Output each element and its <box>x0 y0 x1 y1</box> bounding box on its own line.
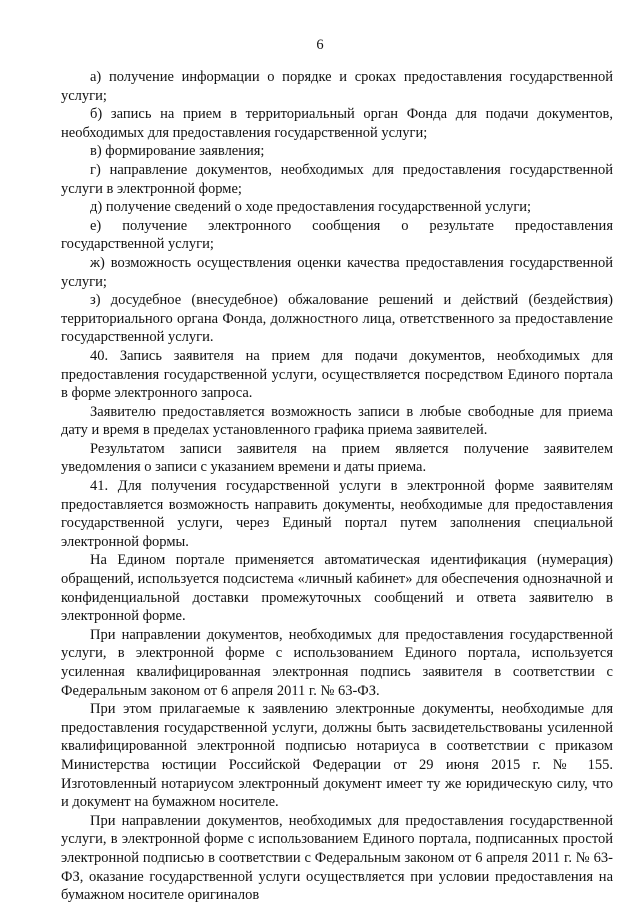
section-41-electronic-form: 41. Для получения государственной услуги в электронной форме заявителям предоставляется возможность направить документы, необходимые для предоставления государственной услуги, через Единый портал путем заполнения специальной электронной формы. <box>61 478 613 550</box>
item-v-application-form: в) формирование заявления; <box>90 143 265 160</box>
simple-signature: При направлении документов, необходимых для предоставления государственной услуги, в электронной форме с использованием Единого портала, подписанных простой электронной подписью в соответствии с Федеральным законом от 6 апреля 2011 г. № 63-ФЗ, оказание государственной услуги осуществляется при условии предоставления на бумажном носителе оригиналов <box>61 812 613 904</box>
item-zh-quality-evaluation: ж) возможность осуществления оценки качества предоставления государственной услуги; <box>61 254 613 290</box>
item-g-document-submission: г) направление документов, необходимых для предоставления государственной услуги в электронной форме; <box>61 161 613 197</box>
document-body <box>61 68 613 905</box>
item-a-info-procedure: а) получение информации о порядке и сроках предоставления государственной услуги; <box>61 69 613 104</box>
notary-signature: При этом прилагаемые к заявлению электронные документы, необходимые для предоставления государственной услуги, должны быть засвидетельствованы усиленной квалифицированной электронной подписью нотариуса в соответствии с приказом Министерства юстиции Российской Федерации от 29 июня 2015 г. № 155. Изготовленный нотариусом электронный документ имеет ту же юридическую силу, что и документ на бумажном носителе. <box>61 701 613 811</box>
item-z-appeal: з) досудебное (внесудебное) обжалование решений и действий (бездействия) территориального органа Фонда, должностного лица, ответственного за предоставление государственной услуги. <box>61 292 613 346</box>
appointment-result: Результатом записи заявителя на прием является получение заявителем уведомления о записи с указанием времени и даты приема. <box>61 440 613 476</box>
item-d-status-info: д) получение сведений о ходе предоставления государственной услуги; <box>90 199 532 216</box>
item-e-result-message: е) получение электронного сообщения о результате предоставления государственной услуги; <box>61 217 613 253</box>
appointment-time-choice: Заявителю предоставляется возможность записи в любые свободные для приема дату и время в пределах установленного графика приема заявителей. <box>61 403 613 439</box>
page-number: 6 <box>316 37 324 53</box>
section-40-appointment: 40. Запись заявителя на прием для подачи документов, необходимых для предоставления государственной услуги, осуществляется посредством Единого портала в форме электронного запроса. <box>61 347 613 402</box>
portal-identification: На Едином портале применяется автоматическая идентификация (нумерация) обращений, используется подсистема «личный кабинет» для обеспечения однозначной и конфиденциальной доставки промежуточных сообщений и ответа заявителю в электронной форме. <box>61 552 613 625</box>
qualified-signature: При направлении документов, необходимых для предоставления государственной услуги, в электронной форме с использованием Единого портала, используется усиленная квалифицированная электронная подпись заявителя в соответствии с Федеральным законом от 6 апреля 2011 г. № 63-ФЗ. <box>61 626 613 699</box>
item-b-appointment: б) запись на прием в территориальный орган Фонда для подачи документов, необходимых для предоставления государственной услуги; <box>61 106 613 141</box>
